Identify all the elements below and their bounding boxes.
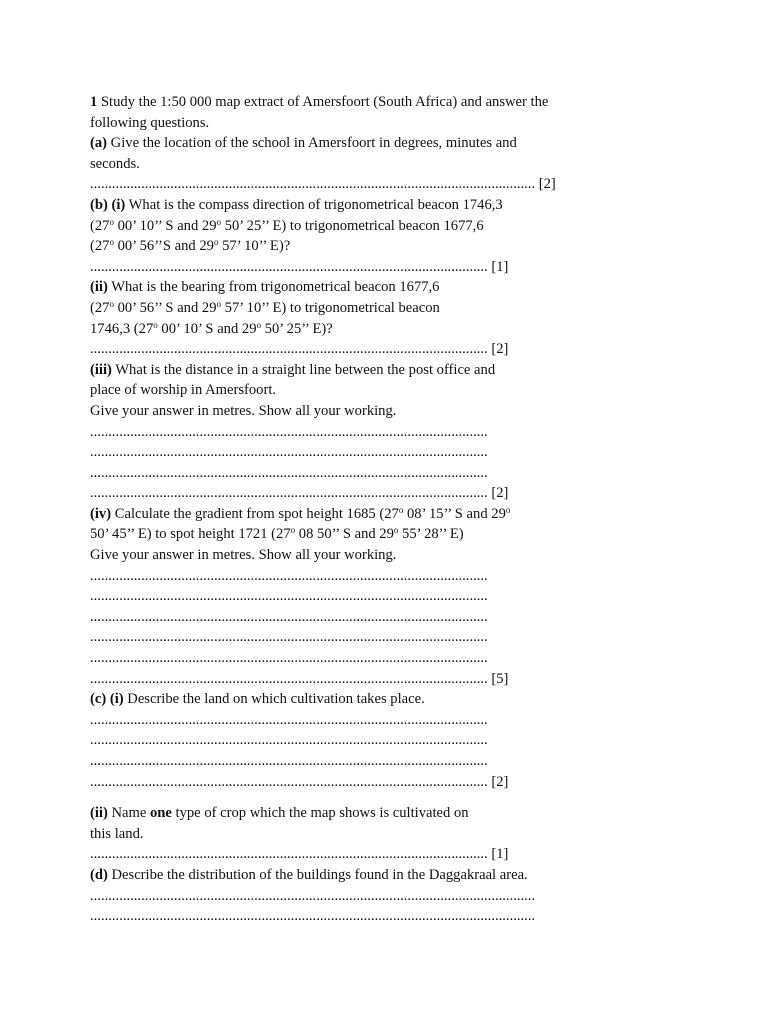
answer-line (90, 463, 690, 484)
degree-mark: o (153, 319, 158, 330)
answer-line (90, 442, 690, 463)
text-run: 00’ 56’’ S and 29 (113, 299, 217, 316)
text-run: Describe the distribution of the buildings found in the Daggakraal area. (107, 866, 528, 883)
question-line (90, 401, 690, 422)
bold-label: (ii) (90, 805, 108, 822)
question-line (90, 133, 690, 154)
text-run: Study the 1:50 000 map extract of Amersfoort (South Africa) and answer the (97, 94, 549, 110)
text-run: Give your answer in metres. Show all your working. (90, 547, 397, 564)
question-line (90, 689, 690, 710)
text-run: 1746,3 (27 (90, 320, 154, 337)
text-run: What is the bearing from trigonometrical beacon 1677,6 (107, 279, 440, 296)
text-run: Give your answer in metres. Show all your working. (90, 402, 397, 419)
bold-label: one (150, 805, 172, 822)
question-line (90, 319, 690, 340)
text-run: 55’ 28’’ E) (398, 526, 464, 543)
text-run: ............................................................................................................. (90, 629, 488, 646)
question-line (90, 545, 690, 566)
bold-label: (c) (i) (90, 691, 124, 708)
text-run: (27 (90, 238, 110, 255)
text-run: following questions. (90, 114, 210, 131)
question-line (90, 803, 690, 824)
text-run: this land. (90, 825, 144, 842)
answer-line (90, 648, 690, 669)
text-run: ............................................................................................................. (90, 423, 488, 440)
text-run: ............................................................................................................. (90, 732, 488, 749)
question-line (90, 824, 690, 845)
answer-line (90, 886, 690, 907)
question-line (90, 865, 690, 886)
degree-mark: o (256, 319, 262, 330)
blank-gap (90, 792, 690, 803)
answer-line (90, 906, 690, 927)
question-paper (90, 92, 690, 927)
text-run: ............................................................................................................. (90, 650, 488, 667)
answer-line (90, 844, 690, 865)
answer-line (90, 586, 690, 607)
answer-line (90, 174, 690, 195)
degree-mark: o (109, 216, 114, 227)
question-line (90, 504, 690, 525)
bold-label: (ii) (90, 279, 108, 296)
text-run: (27 (90, 299, 110, 316)
text-run: What is the distance in a straight line between the post office and (111, 361, 496, 378)
bold-label: (b) (i) (90, 196, 126, 213)
text-run: seconds. (90, 155, 140, 172)
degree-mark: o (216, 216, 222, 227)
text-run: Give the location of the school in Amersfoort in degrees, minutes and (107, 135, 517, 152)
answer-line (90, 566, 690, 587)
text-run: ............................................................................................................. [1] (90, 846, 509, 863)
degree-mark: o (216, 298, 222, 309)
answer-line (90, 483, 690, 504)
question-line (90, 380, 690, 401)
text-run: ............................................................................................................. [2] (90, 341, 509, 358)
question-line (90, 154, 690, 175)
answer-line (90, 669, 690, 690)
text-run: 00’ 10’’ S and 29 (113, 217, 217, 234)
answer-line (90, 422, 690, 443)
text-run: ............................................................................................................. (90, 588, 488, 605)
text-run: ............................................................................................................. [5] (90, 670, 509, 687)
text-run: place of worship in Amersfoort. (90, 382, 277, 399)
text-run: 57’ 10’’ E)? (218, 238, 291, 255)
degree-mark: o (213, 237, 219, 248)
text-run: ............................................................................................................. [1] (90, 258, 509, 275)
text-run: ............................................................................................................. (90, 608, 488, 625)
answer-line (90, 772, 690, 793)
answer-line (90, 730, 690, 751)
question-line (90, 524, 690, 545)
degree-mark: o (109, 298, 114, 309)
answer-line (90, 710, 690, 731)
text-run: 50’ 25’’ E) to trigonometrical beacon 1677,6 (221, 217, 484, 234)
question-line (90, 216, 690, 237)
text-run: ............................................................................................................. (90, 753, 488, 769)
text-run: 00’ 10’ S and 29 (157, 320, 257, 337)
question-line (90, 92, 690, 113)
bold-label: (iii) (90, 361, 112, 378)
answer-line (90, 627, 690, 648)
text-run: 50’ 25’’ E)? (261, 320, 333, 337)
degree-mark: o (290, 525, 296, 536)
text-run: .......................................................................................................................... [2] (90, 176, 556, 193)
text-run: .......................................................................................................................... (90, 908, 536, 925)
bold-label: 1 (90, 94, 98, 110)
text-run: 50’ 45’’ E) to spot height 1721 (27 (90, 526, 291, 543)
question-line (90, 195, 690, 216)
text-run: What is the compass direction of trigonometrical beacon 1746,3 (125, 196, 503, 213)
degree-mark: o (393, 525, 399, 536)
bold-label: (d) (90, 866, 108, 883)
bold-label: (iv) (90, 505, 112, 522)
text-run: Calculate the gradient from spot height 1685 (27 (111, 505, 399, 522)
text-run: ............................................................................................................. [2] (90, 485, 509, 502)
text-run: ............................................................................................................. (90, 464, 488, 481)
answer-line (90, 751, 690, 772)
degree-mark: o (505, 504, 511, 515)
text-run: ............................................................................................................. [2] (90, 773, 509, 790)
text-run: Describe the land on which cultivation takes place. (123, 691, 425, 708)
question-line (90, 360, 690, 381)
text-run: 00’ 56’’S and 29 (113, 238, 214, 255)
text-run: .......................................................................................................................... (90, 887, 536, 904)
question-line (90, 236, 690, 257)
text-run: type of crop which the map shows is cultivated on (171, 805, 469, 822)
text-run: ............................................................................................................. (90, 711, 488, 728)
answer-line (90, 257, 690, 278)
answer-line (90, 339, 690, 360)
question-line (90, 113, 690, 134)
degree-mark: o (109, 237, 114, 248)
question-line (90, 277, 690, 298)
question-line (90, 298, 690, 319)
text-run: 57’ 10’’ E) to trigonometrical beacon (221, 299, 440, 316)
text-run: ............................................................................................................. (90, 444, 488, 461)
text-run: (27 (90, 217, 110, 234)
bold-label: (a) (90, 135, 108, 152)
answer-line (90, 607, 690, 628)
text-run: Name (107, 805, 150, 822)
degree-mark: o (398, 504, 404, 515)
text-run: 08 50’’ S and 29 (295, 526, 394, 543)
text-run: ............................................................................................................. (90, 567, 488, 584)
text-run: 08’ 15’’ S and 29 (403, 505, 506, 522)
